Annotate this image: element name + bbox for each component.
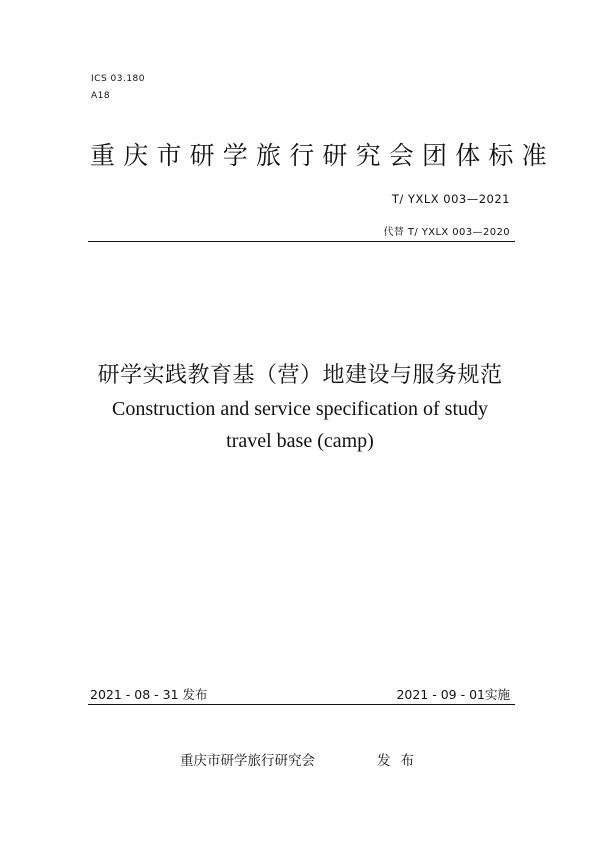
standard-code: T/ YXLX 003—2021 xyxy=(391,192,510,206)
english-title-line2: travel base (camp) xyxy=(226,430,374,452)
classification-code: A18 xyxy=(91,91,111,101)
publisher-name: 重庆市研学旅行研究会 xyxy=(180,753,315,769)
header-divider xyxy=(88,241,515,242)
issue-date: 2021 - 08 - 31 发布 xyxy=(90,687,208,702)
publish-label: 发布 xyxy=(377,753,424,769)
implementation-date: 2021 - 09 - 01实施 xyxy=(396,687,510,702)
ics-code: ICS 03.180 xyxy=(91,74,146,84)
english-title-line1: Construction and service specification of study xyxy=(111,398,488,420)
organization-standard-title: 重庆市研学旅行研究会团体标准 xyxy=(90,141,555,170)
footer-divider xyxy=(88,704,515,705)
replaces-code: 代替 T/ YXLX 003—2020 xyxy=(383,227,510,238)
chinese-title: 研学实践教育基（营）地建设与服务规范 xyxy=(97,363,503,388)
